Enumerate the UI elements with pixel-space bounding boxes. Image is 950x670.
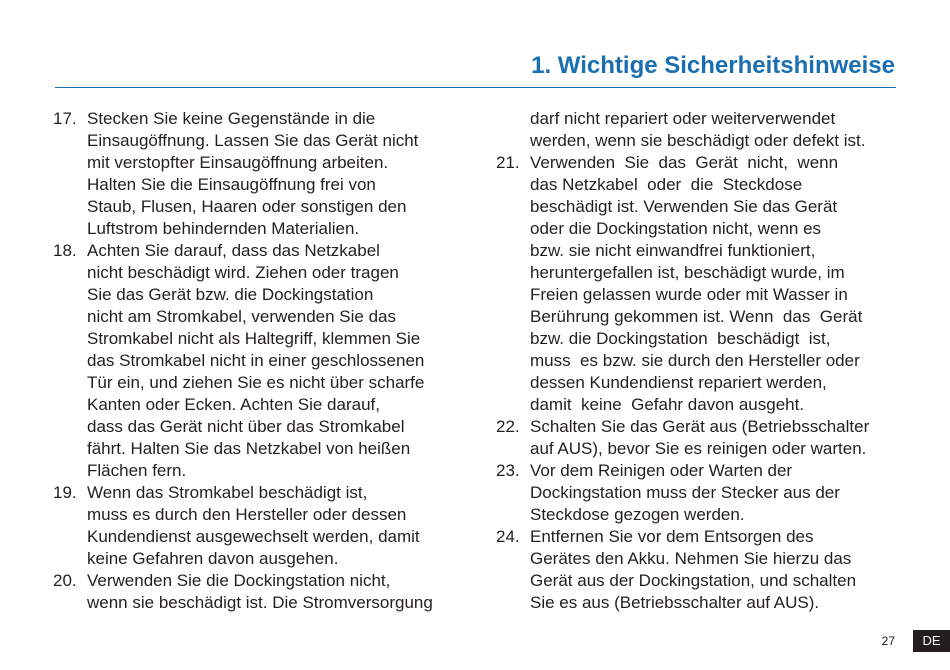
item-text [530,460,916,526]
text-line: Verwenden Sie die Dockingstation nicht, [87,571,391,590]
text-line: Luftstrom behindernden Materialien. [87,219,360,238]
text-line: Vor dem Reinigen oder Warten der [530,461,793,480]
safety-item-23 [496,460,916,526]
page-title: 1. Wichtige Sicherheitshinweise [531,52,895,79]
text-line: Verwenden Sie das Gerät nicht, wenn [530,153,839,172]
text-line: fährt. Halten Sie das Netzkabel von heißen [87,439,411,458]
item-20-continuation [496,108,916,152]
text-line: keine Gefahren davon ausgehen. [87,549,339,568]
item-number: 17. [53,109,77,128]
text-line: heruntergefallen ist, beschädigt wurde, im [530,263,845,282]
text-line: mit verstopfter Einsaugöffnung arbeiten. [87,153,389,172]
text-line: Sie das Gerät bzw. die Dockingstation [87,285,374,304]
text-line: muss es durch den Hersteller oder dessen [87,505,407,524]
title-divider [55,87,896,88]
safety-item-18 [53,240,473,482]
text-line: Stromkabel nicht als Haltegriff, klemmen Sie [87,329,421,348]
item-text [530,152,916,416]
item-number: 18. [53,241,77,260]
text-line: Kanten oder Ecken. Achten Sie darauf, [87,395,380,414]
item-number: 19. [53,483,77,502]
text-line: wenn sie beschädigt ist. Die Stromversorgung [87,593,433,612]
text-line: Schalten Sie das Gerät aus (Betriebsschalter [530,417,870,436]
page-number: 27 [881,634,895,648]
item-text [530,526,916,614]
text-line: beschädigt ist. Verwenden Sie das Gerät [530,197,838,216]
safety-item-21 [496,152,916,416]
text-line: nicht beschädigt wird. Ziehen oder tragen [87,263,399,282]
safety-item-22 [496,416,916,460]
text-line: Gerätes den Akku. Nehmen Sie hierzu das [530,549,852,568]
safety-item-17 [53,108,473,240]
item-text [530,416,916,460]
item-number: 21. [496,153,520,172]
text-line: Einsaugöffnung. Lassen Sie das Gerät nicht [87,131,419,150]
item-text [87,240,473,482]
language-badge: DE [913,630,950,652]
text-line: auf AUS), bevor Sie es reinigen oder warten. [530,439,867,458]
text-line: Tür ein, und ziehen Sie es nicht über scharfe [87,373,425,392]
left-column [53,108,473,614]
item-text [87,108,473,240]
text-line: Berührung gekommen ist. Wenn das Gerät [530,307,863,326]
text-line: Steckdose gezogen werden. [530,505,745,524]
item-text [87,570,473,614]
text-line: Kundendienst ausgewechselt werden, damit [87,527,420,546]
safety-item-24 [496,526,916,614]
text-line: muss es bzw. sie durch den Hersteller oder [530,351,860,370]
safety-item-20 [53,570,473,614]
text-line: Dockingstation muss der Stecker aus der [530,483,840,502]
safety-item-19 [53,482,473,570]
text-line: darf nicht repariert oder weiterverwendet [530,109,836,128]
text-line: bzw. die Dockingstation beschädigt ist, [530,329,831,348]
text-line: Sie es aus (Betriebsschalter auf AUS). [530,593,820,612]
text-line: Flächen fern. [87,461,187,480]
text-line: Wenn das Stromkabel beschädigt ist, [87,483,368,502]
text-line: Halten Sie die Einsaugöffnung frei von [87,175,376,194]
text-line: bzw. sie nicht einwandfrei funktioniert, [530,241,816,260]
text-line: das Stromkabel nicht in einer geschlossenen [87,351,425,370]
item-number: 23. [496,461,520,480]
item-number: 24. [496,527,520,546]
text-line: Gerät aus der Dockingstation, und schalten [530,571,857,590]
text-line: damit keine Gefahr davon ausgeht. [530,395,805,414]
text-line: Staub, Flusen, Haaren oder sonstigen den [87,197,407,216]
text-line: nicht am Stromkabel, verwenden Sie das [87,307,396,326]
item-number: 22. [496,417,520,436]
item-number: 20. [53,571,77,590]
right-column [496,108,916,614]
text-line: oder die Dockingstation nicht, wenn es [530,219,822,238]
item-text [87,482,473,570]
text-line: dass das Gerät nicht über das Stromkabel [87,417,405,436]
text-line: Stecken Sie keine Gegenstände in die [87,109,376,128]
text-line: das Netzkabel oder die Steckdose [530,175,803,194]
text-line: Freien gelassen wurde oder mit Wasser in [530,285,848,304]
text-line: werden, wenn sie beschädigt oder defekt ist. [530,131,866,150]
text-line: Entfernen Sie vor dem Entsorgen des [530,527,814,546]
text-line: dessen Kundendienst repariert werden, [530,373,827,392]
text-line: Achten Sie darauf, dass das Netzkabel [87,241,380,260]
